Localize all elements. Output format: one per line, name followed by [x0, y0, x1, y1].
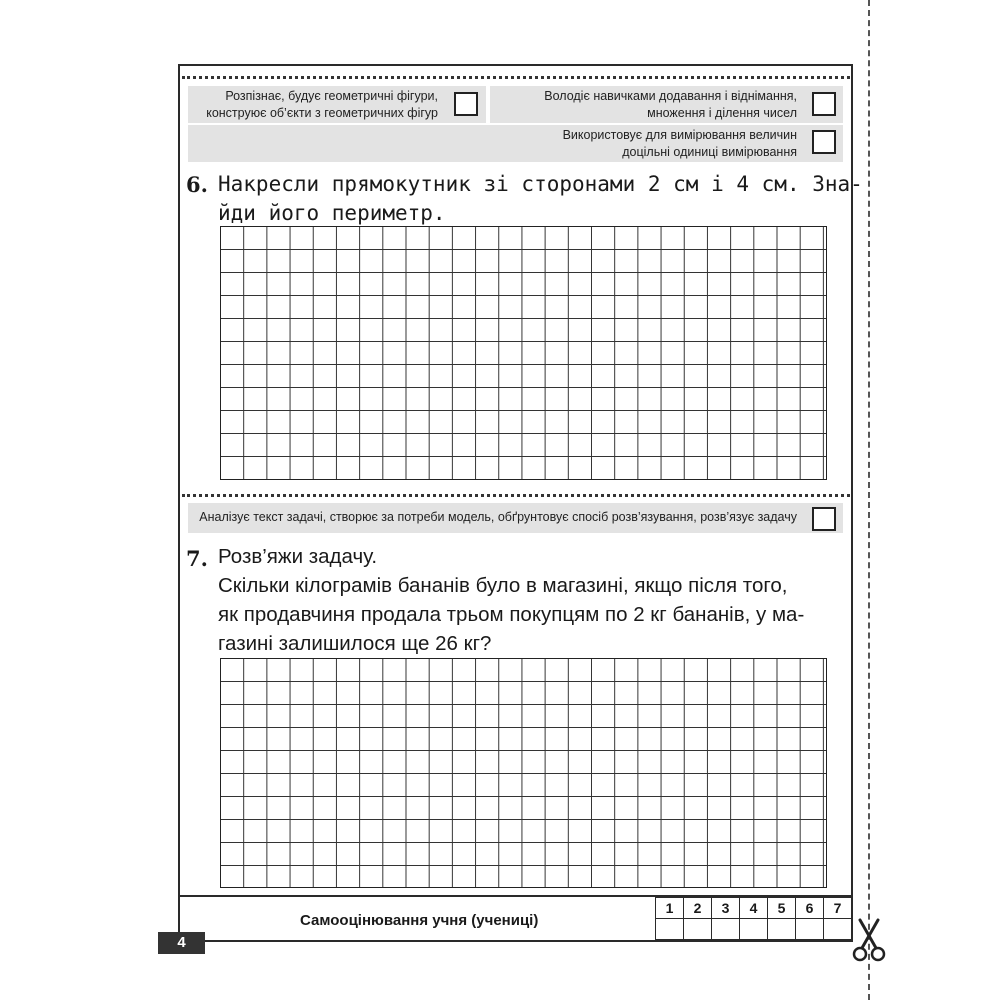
criterion-problem-solving-box — [188, 503, 843, 533]
score-cell-1[interactable] — [656, 919, 684, 940]
criterion-measurement-line1: Використовує для вимірювання величин — [562, 128, 797, 142]
criterion-geometry-box — [188, 86, 486, 123]
criterion-arithmetic-box — [490, 86, 843, 123]
task7-text — [218, 542, 838, 658]
self-assessment-table — [655, 897, 852, 940]
task7-line3: як продавчиня продала трьом покупцям по 2 кг бананів, у ма- — [218, 603, 805, 626]
criterion-geometry-line1: Розпізнає, будує геометричні фігури, — [225, 89, 438, 103]
score-header-2: 2 — [684, 898, 712, 919]
task6-answer-grid[interactable] — [220, 226, 827, 480]
score-header-3: 3 — [712, 898, 740, 919]
score-header-7: 7 — [824, 898, 852, 919]
score-header-1: 1 — [656, 898, 684, 919]
task7-answer-grid[interactable] — [220, 658, 827, 888]
score-entry-row — [656, 919, 852, 940]
task6-line2: йди його периметр. — [218, 201, 446, 225]
score-header-row — [656, 898, 852, 919]
page-number: 4 — [158, 932, 205, 954]
dotted-separator-top — [182, 76, 850, 79]
task6-text — [218, 170, 863, 228]
criterion-measurement-checkbox[interactable] — [812, 130, 836, 154]
task7-line1: Розв’яжи задачу. — [218, 545, 378, 568]
score-cell-3[interactable] — [712, 919, 740, 940]
criterion-arithmetic-checkbox[interactable] — [812, 92, 836, 116]
score-header-4: 4 — [740, 898, 768, 919]
criterion-geometry-line2: конструює об’єкти з геометричних фігур — [206, 106, 438, 120]
criterion-measurement-box — [188, 125, 843, 162]
score-cell-2[interactable] — [684, 919, 712, 940]
score-cell-6[interactable] — [796, 919, 824, 940]
criterion-measurement-line2: доцільні одиниці вимірювання — [622, 145, 797, 159]
criterion-problem-solving-checkbox[interactable] — [812, 507, 836, 531]
task6-number: 6. — [186, 172, 208, 197]
score-cell-4[interactable] — [740, 919, 768, 940]
score-header-6: 6 — [796, 898, 824, 919]
cut-line — [868, 0, 870, 1000]
scissors-icon — [852, 918, 886, 962]
score-header-5: 5 — [768, 898, 796, 919]
score-cell-7[interactable] — [824, 919, 852, 940]
task7-line2: Скільки кілограмів бананів було в магазині, якщо після того, — [218, 574, 788, 597]
criterion-geometry-checkbox[interactable] — [454, 92, 478, 116]
self-assessment-label: Самооцінювання учня (учениці) — [300, 912, 539, 929]
task7-number: 7. — [186, 546, 208, 571]
criterion-arithmetic-line2: множення і ділення чисел — [647, 106, 797, 120]
task7-line4: газині залишилося ще 26 кг? — [218, 632, 492, 655]
criterion-problem-solving-text: Аналізує текст задачі, створює за потреби модель, обґрунтовує спосіб розв’язування, розв’язує задачу — [199, 510, 797, 524]
task6-line1: Накресли прямокутник зі сторонами 2 см і 4 см. Зна- — [218, 172, 863, 196]
criterion-arithmetic-line1: Володіє навичками додавання і віднімання, — [544, 89, 797, 103]
dotted-separator-middle — [182, 494, 850, 497]
score-cell-5[interactable] — [768, 919, 796, 940]
